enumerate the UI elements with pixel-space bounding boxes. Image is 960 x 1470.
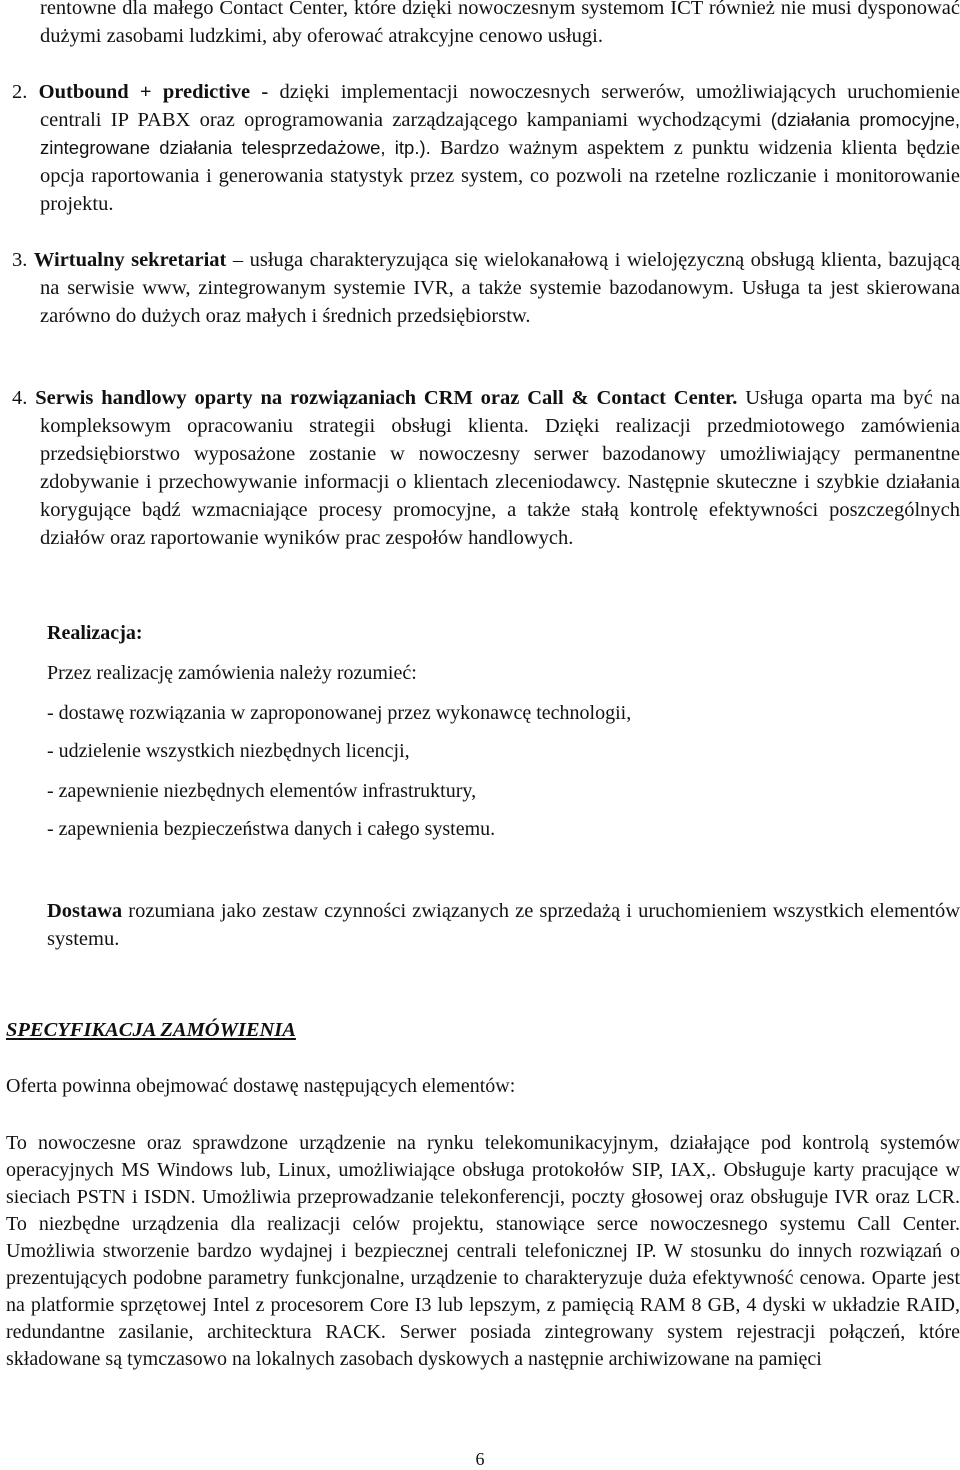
dostawa-paragraph [47, 897, 960, 953]
list-item-4 [12, 384, 960, 552]
spec-body-text: To nowoczesne oraz sprawdzone urządzenie na rynku telekomunikacyjnym, działające pod kontrolą systemów operacyjnych MS Windows lub, Linux, umożliwiające obsługa protokołów SIP, IAX,. Obsługuje karty pracujące w sieciach PSTN i ISDN. Umożliwia przeprowadzanie telekonferencji, poczty głosowej oraz obsługuje IVR oraz LCR. To niezbędne urządzenia dla realizacji celów projektu, stanowiące serce nowoczesnego systemu Call Center. Umożliwia stworzenie bardzo wydajnej i bezpiecznej centrali telefonicznej IP. W stosunku do innych rozwiązań o prezentujących podobne parametry funkcjonalne, urządzenie to charakteryzuje duża efektywność cenowa. Oparte jest na platformie sprzętowej Intel z procesorem Core I3 lub lepszym, z pamięcią RAM 8 GB, 4 dyski w układzie RAID, redundantne zasilanie, architecktura RACK. Serwer posiada zintegrowany system rejestracji połączeń, które składowane są tymczasowo na lokalnych zasobach dyskowych a następnie archiwizowane na pamięci [6, 1132, 960, 1370]
paragraph-intro [40, 0, 960, 50]
paragraph-intro-text: rentowne dla małego Contact Center, które dzięki nowoczesnym systemom ICT również nie musi dysponować dużymi zasobami ludzkimi, aby oferować atrakcyjne cenowo usługi. [40, 0, 960, 47]
list-item-3-number: 3. [12, 249, 28, 271]
realizacja-heading-text: Realizacja: [47, 622, 143, 644]
realizacja-heading [47, 622, 143, 645]
spec-body [6, 1130, 960, 1373]
list-item-4-text: Usługa oparta ma być na kompleksowym opracowaniu strategii obsługi klienta. Dzięki realizacji przedmiotowego zamówienia przedsiębiorstwo wyposażone zostanie w nowoczesny serwer bazodanowy umożliwiający permanentne zdobywanie i przechowywanie informacji o klientach zleceniodawcy. Następnie skuteczne i szybkie działania korygujące bądź wzmacniające procesy promocyjne, a także stałą kontrolę efektywności poszczególnych działów oraz raportowanie wyników prac zespołów handlowych. [40, 387, 960, 549]
realizacja-intro: Przez realizację zamówienia należy rozumieć: [47, 662, 417, 684]
list-item-4-heading: Serwis handlowy oparty na rozwiązaniach CRM oraz Call & Contact Center. [35, 387, 738, 409]
list-item-2 [12, 78, 960, 218]
realizacja-item-4: - zapewnienia bezpieczeństwa danych i całego systemu. [47, 818, 496, 840]
list-item-2-number: 2. [12, 81, 28, 103]
list-item-3-text: – usługa charakteryzująca się wielokanałową i wielojęzyczną obsługą klienta, bazującą na serwisie www, zintegrowanym systemie IVR, a także systemie bazodanowym. Usługa ta jest skierowana zarówno do dużych oraz małych i średnich przedsiębiorstw. [40, 249, 960, 327]
list-item-2-text-end: Bardzo ważnym aspektem z punktu widzenia klienta będzie opcja raportowania i generowania statystyk przez system, co pozwoli na rzetelne rozliczanie i monitorowanie projektu. [40, 137, 960, 215]
list-item-4-number: 4. [12, 387, 28, 409]
list-item-3-heading: Wirtualny sekretariat [33, 249, 227, 271]
dostawa-label: Dostawa [47, 900, 123, 922]
spec-title: SPECYFIKACJA ZAMÓWIENIA [6, 1019, 296, 1041]
spec-intro: Oferta powinna obejmować dostawę następujących elementów: [6, 1075, 516, 1097]
list-item-2-heading: Outbound + predictive - [38, 81, 269, 103]
realizacja-item-1: - dostawę rozwiązania w zaproponowanej przez wykonawcę technologii, [47, 702, 632, 724]
list-item-2-text: dzięki implementacji nowoczesnych serwerów, umożliwiających uruchomienie centrali IP PABX oraz oprogramowania zarządzającego kampaniami wychodzącymi [40, 81, 960, 131]
list-item-2-sans-text: (działania promocyjne, zintegrowane działania telesprzedażowe, itp.). [40, 109, 960, 158]
realizacja-item-3: - zapewnienie niezbędnych elementów infrastruktury, [47, 780, 477, 802]
page-number: 6 [475, 1449, 485, 1469]
list-item-3 [12, 246, 960, 330]
realizacja-item-2: - udzielenie wszystkich niezbędnych licencji, [47, 740, 410, 762]
dostawa-text: rozumiana jako zestaw czynności związanych ze sprzedażą i uruchomieniem wszystkich elementów systemu. [47, 900, 960, 950]
